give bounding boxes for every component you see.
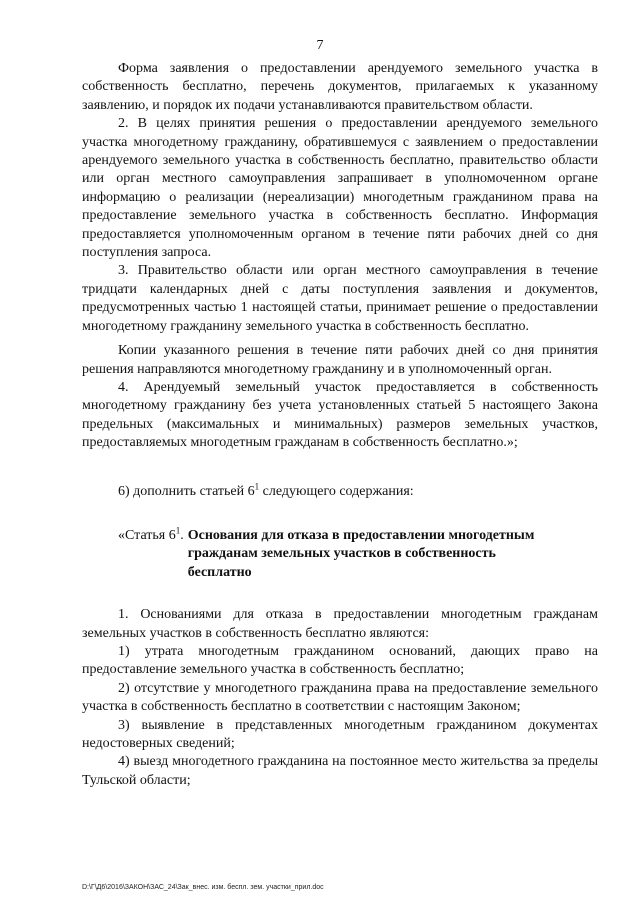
article-heading xyxy=(82,527,598,582)
paragraph: 1. Основаниями для отказа в предоставлении многодетным гражданам земельных участков в собственность бесплатно являются: xyxy=(82,607,598,641)
article-title-line: Основания для отказа в предоставлении многодетным xyxy=(187,527,535,543)
article-title xyxy=(184,527,535,582)
amendment-line xyxy=(82,480,598,501)
article-title-line: гражданам земельных участков в собственность xyxy=(187,546,496,562)
amendment-text-end: следующего содержания: xyxy=(259,483,414,499)
list-item: 4) выезд многодетного гражданина на постоянное место жительства за пределы Тульской области; xyxy=(82,754,598,788)
amendment-superscript: 1 xyxy=(254,480,260,491)
list-item: 2) отсутствие у многодетного гражданина права на предоставление земельного участка в собственность бесплатно в соответствии с настоящим Законом; xyxy=(82,680,598,715)
amendment-text: 6) дополнить статьей 6 xyxy=(118,483,255,499)
article-label-superscript: 1 xyxy=(175,525,181,536)
paragraph: 2. В целях принятия решения о предоставлении арендуемого земельного участка многодетному гражданину, обратившемуся с заявлением о предоставлении арендуемого земельного участка в собственность бесплатно, правительство области или орган местного самоуправления запрашивает в уполномоченном органе информацию о реализации (нереализации) многодетным гражданином права на предоставление земельного участка в собственность бесплатно. Информация предоставляется уполномоченным органом в течение пяти рабочих дней со дня поступления запроса. xyxy=(82,116,598,261)
list-item: 1) утрата многодетным гражданином оснований, дающих право на предоставление земельного участка в собственность бесплатно; xyxy=(82,643,598,678)
paragraph: Форма заявления о предоставлении арендуемого земельного участка в собственность бесплатно, перечень документов, прилагаемых к указанному заявлению, и порядок их подачи устанавливаются правительством области. xyxy=(82,61,598,113)
list-item: 3) выявление в представленных многодетным гражданином документах недостоверных сведений; xyxy=(82,717,598,751)
paragraph: 4. Арендуемый земельный участок предоставляется в собственность многодетному гражданину без учета установленных статьей 5 настоящего Закона предельных (максимальных и минимальных) размеров земельных участков, предоставляемых многодетным гражданам в собственность бесплатно.»; xyxy=(82,379,598,451)
paragraph: 3. Правительство области или орган местного самоуправления в течение тридцати календарных дней с даты поступления заявления и документов, предусмотренных частью 1 настоящей статьи, принимает решение о предоставлении многодетному гражданину земельного участка в собственность бесплатно. xyxy=(82,263,598,334)
file-path-footer: D:\Г\Д6\2016\ЗАКОН\ЗАС_24\Зак_внес. изм. беспл. зем. участки_прил.doc xyxy=(82,884,324,891)
article-label: «Статья $6^1$. xyxy=(118,525,184,543)
article-title-line: бесплатно xyxy=(187,564,252,580)
paragraph: Копии указанного решения в течение пяти рабочих дней со дня принятия решения направляются многодетному гражданину и в уполномоченный орган. xyxy=(82,343,598,377)
page-number: 7 xyxy=(316,38,324,53)
document-body xyxy=(82,60,598,790)
